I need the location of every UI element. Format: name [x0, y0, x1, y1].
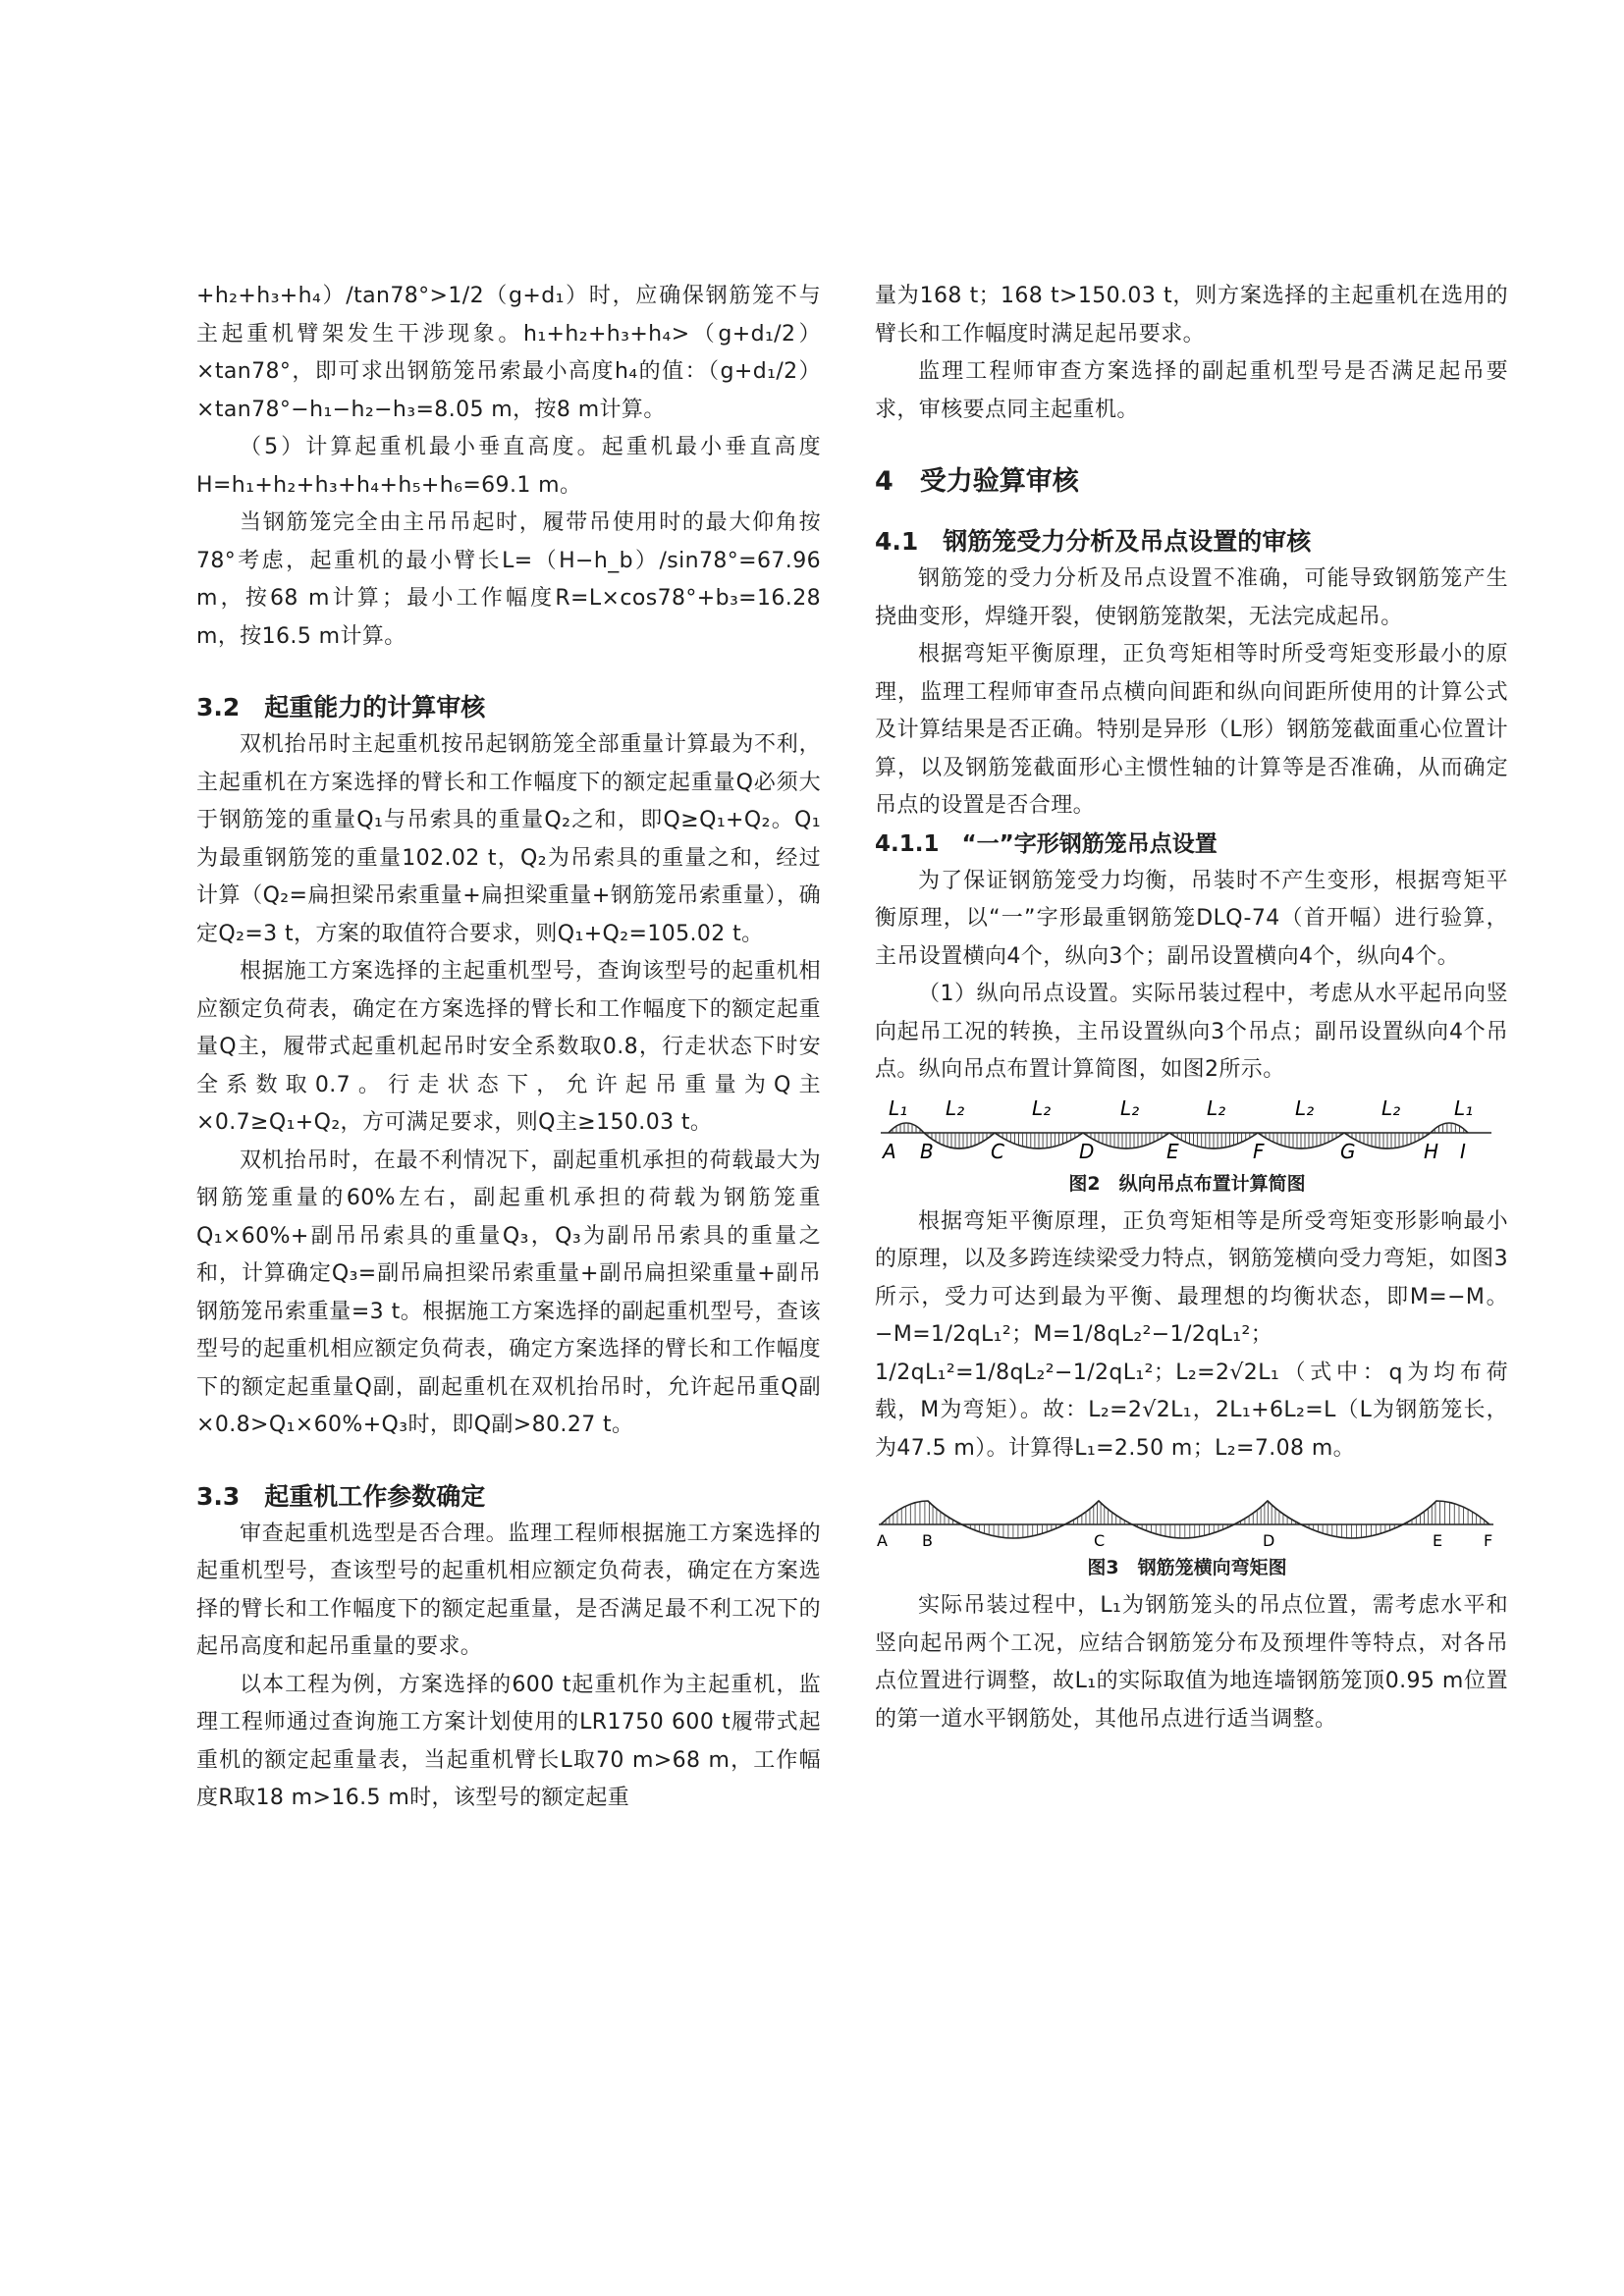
paragraph: （5）计算起重机最小垂直高度。起重机最小垂直高度H=h₁+h₂+h₃+h₄+h₅+h₆=69.1 m。 — [196, 435, 821, 498]
figure-3 — [875, 1485, 1499, 1583]
point-label: B — [920, 1139, 934, 1163]
paragraph: 双机抬吊时主起重机按吊起钢筋笼全部重量计算最为不利，主起重机在方案选择的臂长和工作幅度下的额定起重量Q必须大于钢筋笼的重量Q₁与吊索具的重量Q₂之和，即Q≥Q₁+Q₂。Q₁为最重钢筋笼的重量102.02 t，Q₂为吊索具的重量之和，经过计算（Q₂=扁担梁吊索重量+扁担梁重量+钢筋笼吊索重量），确定Q₂=3 t，方案的取值符合要求，则Q₁+Q₂=105.02 t。 — [196, 732, 821, 946]
point-label: B — [922, 1531, 933, 1550]
point-label: F — [1253, 1139, 1265, 1163]
span-label: L₂ — [1295, 1095, 1315, 1120]
point-label: E — [1166, 1139, 1179, 1163]
span-label: L₂ — [946, 1095, 965, 1120]
paragraph: 为了保证钢筋笼受力均衡，吊装时不产生变形，根据弯矩平衡原理，以“一”字形最重钢筋笼DLQ-74（首开幅）进行验算，主吊设置横向4个，纵向3个；副吊设置横向4个，纵向4个。 — [875, 868, 1508, 969]
point-label: I — [1460, 1139, 1466, 1163]
paragraph: 根据弯矩平衡原理，正负弯矩相等时所受弯矩变形最小的原理，监理工程师审查吊点横向间距和纵向间距所使用的计算公式及计算结果是否正确。特别是异形（L形）钢筋笼截面重心位置计算，以及钢筋笼截面形心主惯性轴的计算等是否准确，从而确定吊点的设置是否合理。 — [875, 642, 1508, 818]
span-label: L₂ — [1120, 1095, 1140, 1120]
figure-3-caption: 图3 钢筋笼横向弯矩图 — [1087, 1557, 1287, 1578]
section-heading-4: 4 受力验算审核 — [875, 466, 1079, 497]
paragraph: 钢筋笼的受力分析及吊点设置不准确，可能导致钢筋笼产生挠曲变形，焊缝开裂，使钢筋笼散架，无法完成起吊。 — [875, 566, 1508, 629]
paragraph: 根据施工方案选择的主起重机型号，查询该型号的起重机相应额定负荷表，确定在方案选择的臂长和工作幅度下的额定起重量Q主，履带式起重机起吊时安全系数取0.8，行走状态下时安全系数取0.7。行走状态下，允许起吊重量为Q主×0.7≥Q₁+Q₂，方可满足要求，则Q主≥150.03 t。 — [196, 959, 821, 1135]
point-labels — [881, 1140, 1466, 1163]
paragraph: （1）纵向吊点设置。实际吊装过程中，考虑从水平起吊向竖向起吊工况的转换，主吊设置纵向3个吊点；副吊设置纵向4个吊点。纵向吊点布置计算简图，如图2所示。 — [875, 982, 1508, 1082]
span-label: L₂ — [1381, 1095, 1401, 1120]
section-heading-3-2: 3.2 起重能力的计算审核 — [196, 693, 486, 721]
span-label: L₁ — [889, 1095, 908, 1120]
section-heading-3-3: 3.3 起重机工作参数确定 — [196, 1481, 486, 1511]
span-labels — [889, 1096, 1473, 1120]
figure-2 — [875, 1090, 1499, 1200]
paragraph: +h₂+h₃+h₄）/tan78°>1/2（g+d₁）时，应确保钢筋笼不与主起重机臂架发生干涉现象。h₁+h₂+h₃+h₄>（g+d₁/2）×tan78°，即可求出钢筋笼吊索最小高度h₄的值：（g+d₁/2）×tan78°−h₁−h₂−h₃=8.05 m，按8 m计算。 — [196, 284, 821, 422]
moment-diagram — [881, 1501, 1489, 1538]
left-column — [196, 278, 821, 1818]
paragraph: 根据弯矩平衡原理，正负弯矩相等是所受弯矩变形影响最小的原理，以及多跨连续梁受力特点，钢筋笼横向受力弯矩，如图3所示，受力可达到最为平衡、最理想的均衡状态，即M=−M。−M=1/2qL₁²；M=1/8qL₂²−1/2qL₁²；1/2qL₁²=1/8qL₂²−1/2qL₁²；L₂=2√2L₁（式中：q为均布荷载，M为弯矩）。故：L₂=2√2L₁，2L₁+6L₂=L（L为钢筋笼长，为47.5 m）。计算得L₁=2.50 m；L₂=7.08 m。 — [875, 1208, 1508, 1461]
point-label: C — [991, 1139, 1004, 1163]
right-column — [875, 278, 1508, 1738]
span-label: L₂ — [1207, 1095, 1226, 1120]
paragraph: 实际吊装过程中，L₁为钢筋笼头的吊点位置，需考虑水平和竖向起吊两个工况，应结合钢筋笼分布及预埋件等特点，对各吊点位置进行调整，故L₁的实际取值为地连墙钢筋笼顶0.95 m位置的第一道水平钢筋处，其他吊点进行适当调整。 — [875, 1593, 1508, 1732]
point-label: H — [1424, 1139, 1439, 1163]
point-label: G — [1340, 1139, 1356, 1163]
point-label: F — [1484, 1531, 1493, 1550]
point-label: D — [1263, 1531, 1275, 1550]
subsection-heading-4-1-1: 4.1.1 “一”字形钢筋笼吊点设置 — [875, 830, 1218, 857]
section-heading-4-1: 4.1 钢筋笼受力分析及吊点设置的审核 — [875, 527, 1312, 556]
point-label: E — [1433, 1531, 1443, 1550]
moment-arc — [1431, 1123, 1468, 1133]
moment-arc — [889, 1123, 924, 1133]
point-label: D — [1079, 1139, 1095, 1163]
point-label: C — [1094, 1531, 1106, 1550]
figure-3-diagram — [875, 1485, 1499, 1550]
figure-2-caption: 图2 纵向吊点布置计算简图 — [1068, 1172, 1306, 1195]
paragraph: 双机抬吊时，在最不利情况下，副起重机承担的荷载最大为钢筋笼重量的60%左右，副起重机承担的荷载为钢筋笼重Q₁×60%+副吊吊索具的重量Q₃，Q₃为副吊吊索具的重量之和，计算确定Q₃=副吊扁担梁吊索重量+副吊扁担梁重量+副吊钢筋笼吊索重量=3 t。根据施工方案选择的副起重机型号，查该型号的起重机相应额定负荷表，确定方案选择的臂长和工作幅度下的额定起重量Q副，副起重机在双机抬吊时，允许起吊重Q副×0.8>Q₁×60%+Q₃时，即Q副>80.27 t。 — [196, 1148, 821, 1437]
paragraph: 审查起重机选型是否合理。监理工程师根据施工方案选择的起重机型号，查该型号的起重机相应额定负荷表，确定在方案选择的臂长和工作幅度下的额定起重量，是否满足最不利工况下的起吊高度和起吊重量的要求。 — [196, 1521, 821, 1659]
span-label: L₁ — [1454, 1095, 1474, 1120]
paragraph: 监理工程师审查方案选择的副起重机型号是否满足起吊要求，审核要点同主起重机。 — [875, 359, 1508, 422]
paragraph: 当钢筋笼完全由主吊吊起时，履带吊使用时的最大仰角按78°考虑，起重机的最小臂长L=（H−h_b）/sin78°=67.96 m，按68 m计算；最小工作幅度R=L×cos78°+b₃=16.28 m，按16.5 m计算。 — [196, 510, 821, 649]
paragraph: 量为168 t；168 t>150.03 t，则方案选择的主起重机在选用的臂长和工作幅度时满足起吊要求。 — [875, 284, 1508, 347]
paragraph: 以本工程为例，方案选择的600 t起重机作为主起重机，监理工程师通过查询施工方案计划使用的LR1750 600 t履带式起重机的额定起重量表，当起重机臂长L取70 m>68 m，工作幅度R取18 m>16.5 m时，该型号的额定起重 — [196, 1672, 821, 1810]
point-label: A — [877, 1531, 888, 1550]
point-label: A — [883, 1139, 896, 1163]
span-label: L₂ — [1032, 1095, 1052, 1120]
figure-2-diagram — [875, 1090, 1499, 1166]
